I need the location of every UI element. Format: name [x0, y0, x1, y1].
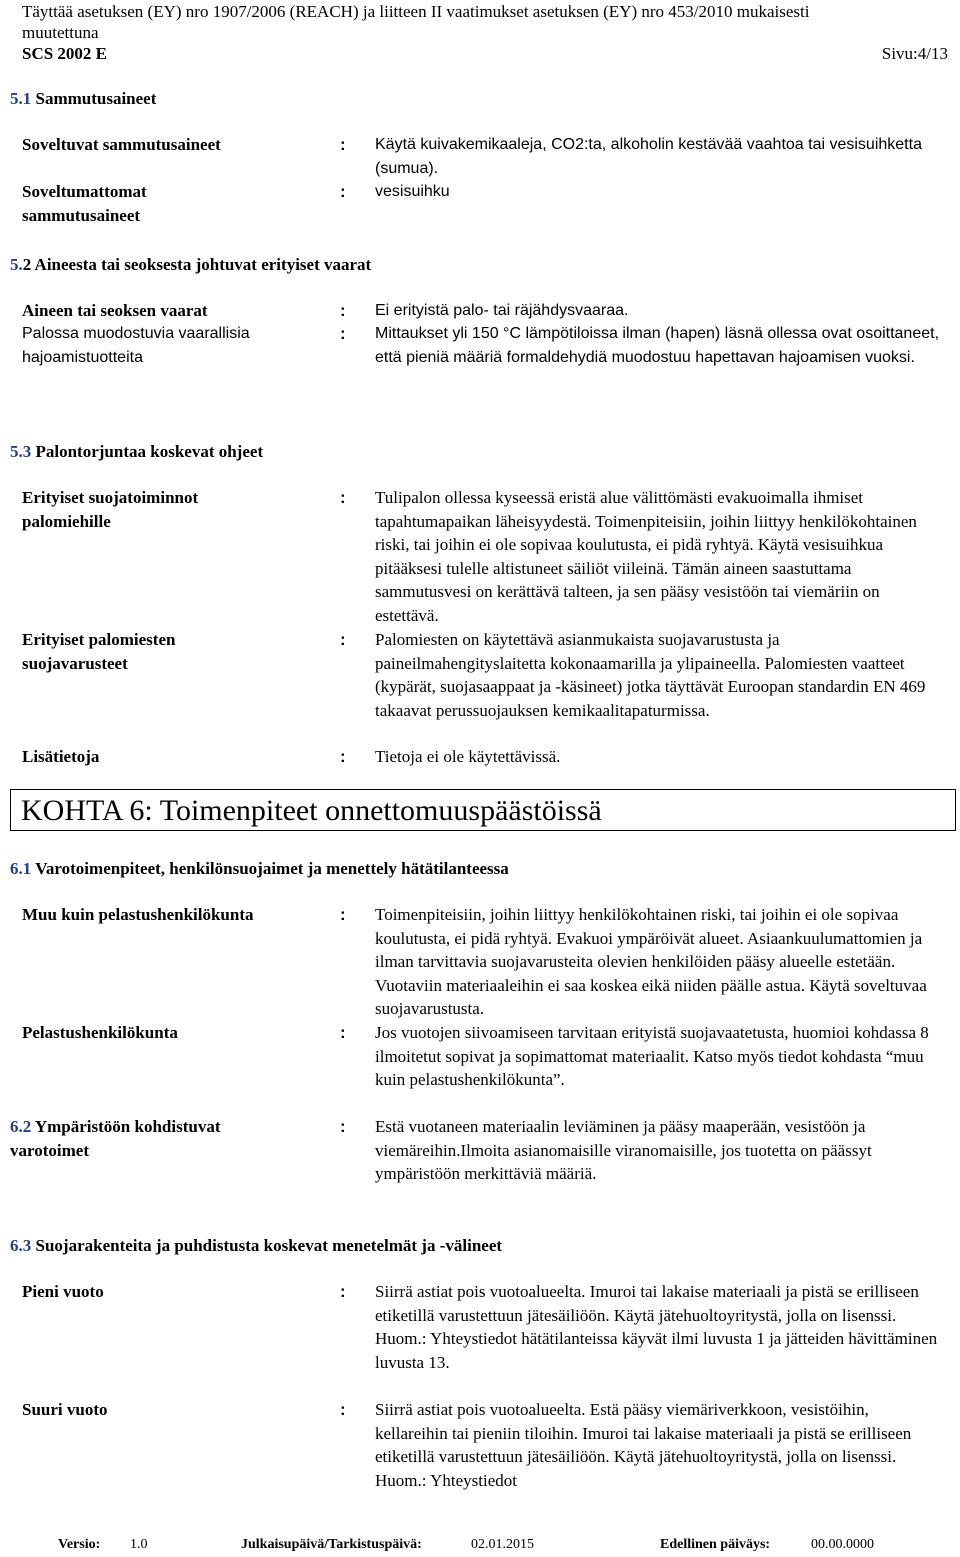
regulation-text: Täyttää asetuksen (EY) nro 1907/2006 (REACH) ja liitteen II vaatimukset asetuksen (EY) nro 453/2010 mukaisesti — [22, 2, 810, 21]
value-firefighter-actions: Tulipalon ollessa kyseessä eristä alue välittömästi evakuoimalla ihmiset tapahtumapaikan läheisyydestä. Toimenpiteisiin, joihin liittyy henkilökohtainen riski, tai joihin ei ole sopivaa koulutusta, ei pidä ryhtyä. Käytä vesisuihkua pitääksesi tulelle altistuneet säiliöt viileinä. Tämän aineen saastuttama sammutusvesi on kerättävä talteen, ja sen pääsy vesistöön tai viemäriin on estettävä. — [375, 488, 917, 625]
label-additional-info: Lisätietoja — [22, 747, 100, 766]
page-value: 4/13 — [917, 44, 948, 63]
value-emergency-responders: Jos vuotojen siivoamiseen tarvitaan erityistä suojavaatetusta, huomioi kohdassa 8 ilmoitetut sopivat ja sopimattomat materiaalit. Katso myös tiedot kohdasta “muu kuin pelastushenkilökunta”. — [375, 1023, 929, 1089]
value-small-spill: Siirrä astiat pois vuotoalueelta. Imuroi tai lakaise materiaali ja pistä se erilliseen etiketillä varustettuun jätesäiliöön. Käytä jätehuoltoyritystä, jolla on lisenssi. Huom.: Yhteystiedot hätätilanteissa käyvät ilmi luvusta 1 ja jätteiden hävittäminen luvusta 13. — [375, 1282, 938, 1372]
colon: : — [340, 905, 346, 924]
colon: : — [340, 301, 346, 320]
page-number — [882, 43, 948, 64]
section-number: 6. — [10, 1236, 23, 1255]
regulation-text-cont: muutettuna — [22, 23, 99, 42]
value-non-emergency-personnel: Toimenpiteisiin, joihin liittyy henkilökohtainen riski, tai joihin ei ole sopivaa koulutusta, ei pidä ryhtyä. Evakuoi ympäröivät alueet. Asiaankuulumattomien ja ilman tarvittavia suojavarusteita olevien henkilöiden pääsy alueelle estetään. Vuotaviin materiaaleihin ei saa koskea eikä niiden päälle astua. Käytä soveltuvaa suojavarustusta. — [375, 905, 927, 1018]
value-large-spill: Siirrä astiat pois vuotoalueelta. Estä pääsy viemäriverkkoon, vesistöihin, kellareihin tai pieniin tiloihin. Imuroi tai lakaise materiaali ja pistä se erilliseen etiketillä varustettuun jätesäiliöön. Käytä jätehuoltoyritystä, jolla on lisenssi. Huom.: Yhteystiedot — [375, 1400, 912, 1490]
label-decomposition-products: Palossa muodostuvia vaarallisia hajoamistuotteita — [22, 325, 250, 366]
value-suitable-agents: Käytä kuivakemikaaleja, CO2:ta, alkoholin kestävää vaahtoa tai vesisuihketta (sumua). — [375, 136, 922, 177]
product-name: SCS 2002 E — [22, 44, 108, 63]
section-number: 6. — [10, 859, 23, 878]
section-5-1-heading — [10, 87, 156, 111]
section-5-2-heading — [10, 253, 371, 277]
page-label: Sivu: — [881, 44, 918, 63]
colon: : — [340, 135, 346, 154]
section-title: Ympäristöön kohdistuvat varotoimet — [10, 1117, 221, 1160]
colon: : — [340, 1282, 346, 1301]
label-unsuitable-agents: Soveltumattomat sammutusaineet — [22, 182, 147, 225]
section-title: Suojarakenteita ja puhdistusta koskevat menetelmät ja -välineet — [31, 1236, 503, 1255]
version-label: Versio: — [58, 1537, 101, 1552]
previous-date-value: 00.00.0000 — [811, 1537, 874, 1552]
label-non-emergency-personnel: Muu kuin pelastushenkilökunta — [22, 905, 254, 924]
section-number: 5. — [10, 442, 23, 461]
label-small-spill: Pieni vuoto — [22, 1282, 104, 1301]
section-number-suffix: 3 — [22, 1236, 32, 1255]
section-6-2-heading — [10, 1115, 280, 1162]
colon: : — [340, 1400, 346, 1419]
section-6-3-heading — [10, 1234, 502, 1258]
section-number-suffix: 1 — [22, 859, 32, 878]
label-emergency-responders: Pelastushenkilökunta — [22, 1023, 178, 1042]
section-6-1-heading — [10, 857, 509, 881]
label-suitable-agents: Soveltuvat sammutusaineet — [22, 135, 221, 154]
section-number-suffix: 1 — [22, 89, 32, 108]
section-number: 6. — [10, 1117, 23, 1136]
section-number: 5. — [10, 255, 23, 274]
value-environmental-precautions: Estä vuotaneen materiaalin leviäminen ja pääsy maaperään, vesistöön ja viemäreihin.Ilmoita asianomaisille viranomaisille, jos tuotetta on päässyt ympäristöön merkittäviä määriä. — [375, 1117, 872, 1183]
label-firefighter-equipment: Erityiset palomiesten suojavarusteet — [22, 630, 176, 673]
section-title: Aineesta tai seoksesta johtuvat erityiset vaarat — [31, 255, 372, 274]
section-number: 5. — [10, 89, 23, 108]
value-hazards: Ei erityistä palo- tai räjähdysvaaraa. — [375, 302, 629, 319]
section-number-suffix: 3 — [22, 442, 32, 461]
section-title: Palontorjuntaa koskevat ohjeet — [31, 442, 264, 461]
colon: : — [340, 182, 346, 201]
value-decomposition-products: Mittaukset yli 150 °C lämpötiloissa ilman (hapen) läsnä ollessa ovat osoittaneet, että pieniä määriä formaldehydiä muodostuu hapettavan hajoamisen vuoksi. — [375, 325, 940, 366]
colon: : — [340, 324, 346, 343]
colon: : — [340, 488, 346, 507]
colon: : — [340, 747, 346, 766]
section-number-suffix: 2 — [22, 255, 32, 274]
section-5-3-heading — [10, 440, 263, 464]
colon: : — [340, 1117, 346, 1136]
value-firefighter-equipment: Palomiesten on käytettävä asianmukaista suojavarustusta ja paineilmahengityslaitetta kokonaamarilla ja ylipaineella. Palomiesten vaatteet (kypärät, suojasaappaat ja -käsineet) jotka täyttävät Euroopan standardin EN 469 takaavat perussuojauksen kemikaalitapaturmissa. — [375, 630, 926, 720]
value-additional-info: Tietoja ei ole käytettävissä. — [375, 747, 561, 766]
label-hazards: Aineen tai seoksen vaarat — [22, 301, 208, 320]
label-firefighter-actions: Erityiset suojatoiminnot palomiehille — [22, 488, 199, 531]
colon: : — [340, 630, 346, 649]
value-unsuitable-agents: vesisuihku — [375, 183, 450, 200]
section-number-suffix: 2 — [22, 1117, 32, 1136]
colon: : — [340, 1023, 346, 1042]
section-title: Sammutusaineet — [31, 89, 157, 108]
date-label: Julkaisupäivä/Tarkistuspäivä: — [241, 1537, 422, 1552]
document-header — [22, 1, 952, 43]
label-large-spill: Suuri vuoto — [22, 1400, 108, 1419]
date-value: 02.01.2015 — [471, 1537, 534, 1552]
previous-date-label: Edellinen päiväys: — [660, 1537, 771, 1552]
section-title: Varotoimenpiteet, henkilönsuojaimet ja menettely hätätilanteessa — [31, 859, 509, 878]
version-value: 1.0 — [130, 1537, 148, 1552]
section-6-title: KOHTA 6: Toimenpiteet onnettomuuspäästöissä — [10, 789, 956, 831]
